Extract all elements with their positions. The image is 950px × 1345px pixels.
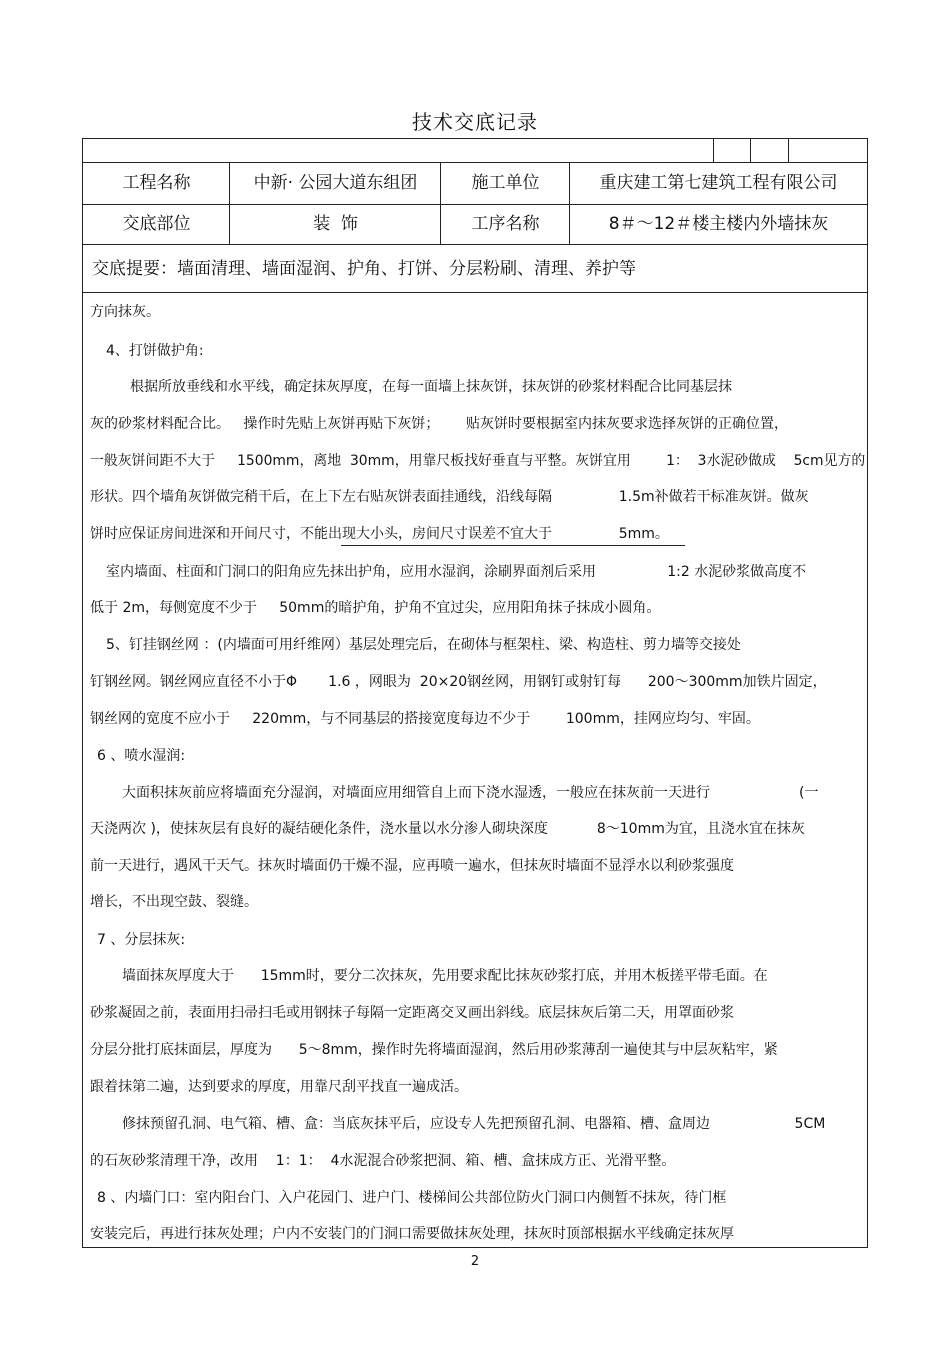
body-line: 墙面抹灰厚度大于 15mm时，要分二次抹灰，先用要求配比抹灰砂浆打底，并用木板搓平带毛面。在 xyxy=(122,968,768,984)
body-line: 钢丝网的宽度不应小于 220mm，与不同基层的搭接宽度每边不少于 100mm，挂网应均匀、牢固。 xyxy=(90,711,760,727)
body-line: 天浇两次 )，使抹灰层有良好的凝结硬化条件，浇水量以水分渗人砌块深度 8～10mm为宜，且浇水宜在抹灰 xyxy=(90,821,805,837)
body-line: 室内墙面、柱面和门洞口的阳角应先抹出护角，应用水湿润，涂刷界面剂后采用 1:2 水泥砂浆做高度不 xyxy=(106,564,807,580)
body-line: 安装完后，再进行抹灰处理；户内不安装门的门洞口需要做抹灰处理，抹灰时顶部根据水平线确定抹灰厚 xyxy=(90,1226,734,1242)
body-line: 砂浆凝固之前，表面用扫帚扫毛或用钢抹子每隔一定距离交叉画出斜线。底层抹灰后第二天，用罩面砂浆 xyxy=(90,1005,734,1021)
project-value: 中新· 公园大道东组团 xyxy=(253,173,418,193)
contractor-label: 施工单位 xyxy=(471,173,540,193)
project-label: 工程名称 xyxy=(122,173,191,193)
column-divider xyxy=(569,162,570,244)
table-rule-4 xyxy=(82,292,868,293)
top-box-divider xyxy=(750,138,751,162)
body-line: 增长，不出现空鼓、裂缝。 xyxy=(90,894,258,910)
body-line: 修抹预留孔洞、电气箱、槽、盒：当底灰抹平后，应设专人先把预留孔洞、电器箱、槽、盒周边 5CM xyxy=(122,1116,826,1132)
body-line: 的石灰砂浆清理干净，改用 1：1： 4水泥混合砂浆把洞、箱、槽、盒抹成方正、光滑平整。 xyxy=(90,1153,676,1169)
part-label: 交底部位 xyxy=(122,214,191,234)
body-line: 分层分批打底抹面层，厚度为 5～8mm，操作时先将墙面湿润，然后用砂浆薄刮一遍使其与中层灰粘牢，紧 xyxy=(90,1042,778,1058)
top-box-divider xyxy=(713,138,714,162)
page-number: 2 xyxy=(470,1254,480,1269)
body-line: 6 、喷水湿润: xyxy=(97,748,186,764)
body-line: 4、打饼做护角: xyxy=(106,343,204,359)
table-rule-3 xyxy=(82,244,868,245)
body-line: 饼时应保证房间进深和开间尺寸，不能出现大小头，房间尺寸误差不宜大于 5mm。 xyxy=(90,526,669,542)
column-divider xyxy=(440,162,441,244)
body-line: 灰的砂浆材料配合比。 操作时先贴上灰饼再贴下灰饼； 贴灰饼时要根据室内抹灰要求选择灰饼的正确位置， xyxy=(90,416,789,432)
body-line: 8 、内墙门口：室内阳台门、入户花园门、进户门、楼梯间公共部位防火门洞口内侧暂不抹灰，待门框 xyxy=(97,1190,727,1206)
underline xyxy=(341,545,685,546)
part-value: 装 饰 xyxy=(313,214,358,234)
top-box-divider xyxy=(788,138,789,162)
process-label: 工序名称 xyxy=(471,214,540,234)
body-line: 形状。四个墙角灰饼做完稍干后，在上下左右贴灰饼表面挂通线，沿线每隔 1.5m补做若干标准灰饼。做灰 xyxy=(90,489,809,505)
process-value: 8＃～12＃楼主楼内外墙抹灰 xyxy=(608,214,829,234)
table-bottom-rule xyxy=(82,1247,868,1248)
body-line: 5、钉挂钢丝网 ：(内墙面可用纤维网）基层处理完后，在砌体与框架柱、梁、构造柱、剪力墙等交接处 xyxy=(106,637,741,653)
body-line: 根据所放垂线和水平线，确定抹灰厚度，在每一面墙上抹灰饼，抹灰饼的砂浆材料配合比同基层抹 xyxy=(130,379,732,395)
contractor-value: 重庆建工第七建筑工程有限公司 xyxy=(599,173,838,193)
body-line: 7 、分层抹灰: xyxy=(97,932,186,948)
body-line: 大面积抹灰前应将墙面充分湿润，对墙面应用细管自上而下浇水湿透，一般应在抹灰前一天进行 (一 xyxy=(122,785,819,801)
briefing-summary: 交底提要：墙面清理、墙面湿润、护角、打饼、分层粉刷、清理、养护等 xyxy=(92,259,636,279)
body-line: 前一天进行，遇风干天气。抹灰时墙面仍干燥不湿，应再喷一遍水，但抹灰时墙面不显浮水以利砂浆强度 xyxy=(90,858,734,874)
body-line: 低于 2m，每侧宽度不少于 50mm的暗护角，护角不宜过尖，应用阳角抹子抹成小圆角。 xyxy=(90,600,661,616)
body-line: 方向抹灰。 xyxy=(90,304,160,320)
body-line: 跟着抹第二遍，达到要求的厚度，用靠尺刮平找直一遍成活。 xyxy=(90,1079,468,1095)
body-line: 钉钢丝网。钢丝网应直径不小于Φ 1.6 ，网眼为 20×20钢丝网，用钢钉或射钉每 200～300mm加铁片固定， xyxy=(90,674,827,690)
document-title: 技术交底记录 xyxy=(412,110,538,134)
column-divider xyxy=(229,162,230,244)
body-line: 一般灰饼间距不大于 1500mm，离地 30mm，用靠尺板找好垂直与平整。灰饼宜用 1： 3水泥砂做成 5cm见方的 xyxy=(90,453,866,469)
